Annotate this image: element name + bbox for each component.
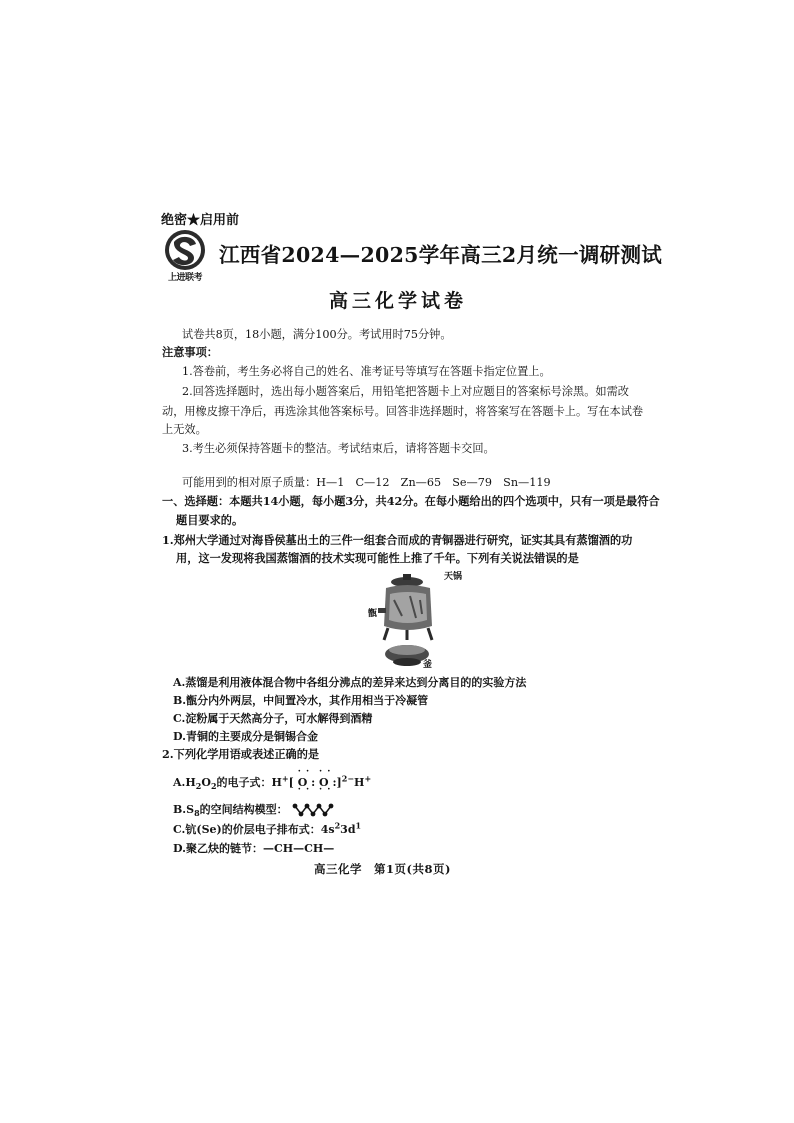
question-2-option-a: [173, 774, 371, 790]
question-2-stem: 2.下列化学用语或表述正确的是: [162, 747, 320, 761]
note-item: 2.回答选择题时，选出每小题答案后，用铅笔把答题卡上对应题目的答案标号涂黑。如需改: [182, 385, 629, 398]
notes-heading: 注意事项：: [162, 345, 218, 359]
note-item: 3.考生必须保持答题卡的整洁。考试结束后，请将答题卡交回。: [182, 442, 495, 455]
bronze-distiller-image: [376, 570, 442, 670]
exam-main-title: 江西省2024—2025学年高三2月统一调研测试: [219, 243, 663, 267]
question-2-option-d: D.聚乙炔的链节：—CH—CH—: [173, 842, 335, 855]
option-a-subscript-2: 2: [210, 781, 217, 792]
section-heading-cont: 题目要求的。: [176, 513, 244, 527]
option-a-subscript: 2: [195, 781, 202, 792]
lone-pair-dots: [319, 776, 329, 789]
oxygen-atom-1: O: [297, 776, 308, 789]
question-1-option-d: D.青铜的主要成分是铜锡合金: [173, 730, 318, 743]
question-2-option-c: [173, 821, 361, 837]
s8-crown-model-icon: [292, 803, 334, 817]
option-a-plus: +: [281, 773, 289, 784]
question-1-option-b: B.甑分内外两层，中间置冷水，其作用相当于冷凝管: [173, 694, 429, 707]
figure-label-middle: 甑: [368, 609, 378, 619]
figure-label-bottom: 釜: [423, 660, 433, 670]
atomic-masses: 可能用到的相对原子质量：H—1 C—12 Zn—65 Se—79 Sn—119: [182, 476, 551, 489]
publisher-logo-text: 上进联考: [167, 273, 202, 283]
exam-intro: 试卷共8页，18小题，满分100分。考试用时75分钟。: [182, 328, 452, 341]
lone-pair-dots: [298, 776, 308, 789]
note-item: 动，用橡皮擦干净后，再选涂其他答案标号。回答非选择题时，将答案写在答题卡上。写在本试卷: [162, 405, 644, 418]
option-b-prefix: B.S: [173, 803, 195, 816]
option-a-oxygen: O: [201, 776, 211, 789]
question-1-option-c: C.淀粉属于天然高分子，可水解得到酒精: [173, 712, 373, 725]
question-1-stem-cont: 用，这一发现将我国蒸馏酒的技术实现可能性上推了千年。下列有关说法错误的是: [176, 551, 579, 565]
option-a-prefix: A.H: [173, 776, 196, 789]
option-c-mid: 3d: [340, 823, 356, 836]
note-item: 上无效。: [162, 423, 207, 436]
option-a-text: 的电子式：H: [216, 776, 282, 789]
option-c-sup-2: 1: [355, 820, 362, 831]
option-a-bracket-close: ]: [336, 776, 342, 789]
question-1-stem: 1.郑州大学通过对海昏侯墓出土的三件一组套合而成的青铜器进行研究，证实其具有蒸馏酒的功: [162, 533, 633, 547]
option-c-text: C.钪(Se)的价层电子排布式：4s: [173, 823, 335, 836]
option-a-charge: 2−: [341, 773, 355, 784]
question-1-option-a: A.蒸馏是利用液体混合物中各组分沸点的差异来达到分离目的的实验方法: [173, 676, 527, 689]
option-a-hydrogen: H: [354, 776, 365, 789]
option-b-subscript: 8: [194, 808, 200, 819]
oxygen-atom-2: O: [319, 776, 329, 789]
note-item: 1.答卷前，考生务必将自己的姓名、准考证号等填写在答题卡指定位置上。: [182, 365, 551, 378]
option-b-text: 的空间结构模型：: [199, 803, 288, 816]
option-a-plus-2: +: [364, 773, 372, 784]
figure-label-top: 天锅: [444, 572, 463, 582]
question-2-option-b: [173, 801, 334, 817]
exam-subtitle: 高三化学试卷: [329, 290, 468, 312]
option-a-colon: :: [332, 776, 337, 789]
option-a-colon: :: [311, 776, 316, 789]
option-c-sup-1: 2: [334, 820, 341, 831]
option-a-bracket-open: [: [288, 776, 294, 789]
page-footer: 高三化学 第1页(共8页): [314, 862, 451, 876]
confidential-label: 绝密★启用前: [161, 213, 240, 228]
section-heading: 一、选择题：本题共14小题，每小题3分，共42分。在每小题给出的四个选项中，只有一项是最符合: [162, 494, 660, 508]
